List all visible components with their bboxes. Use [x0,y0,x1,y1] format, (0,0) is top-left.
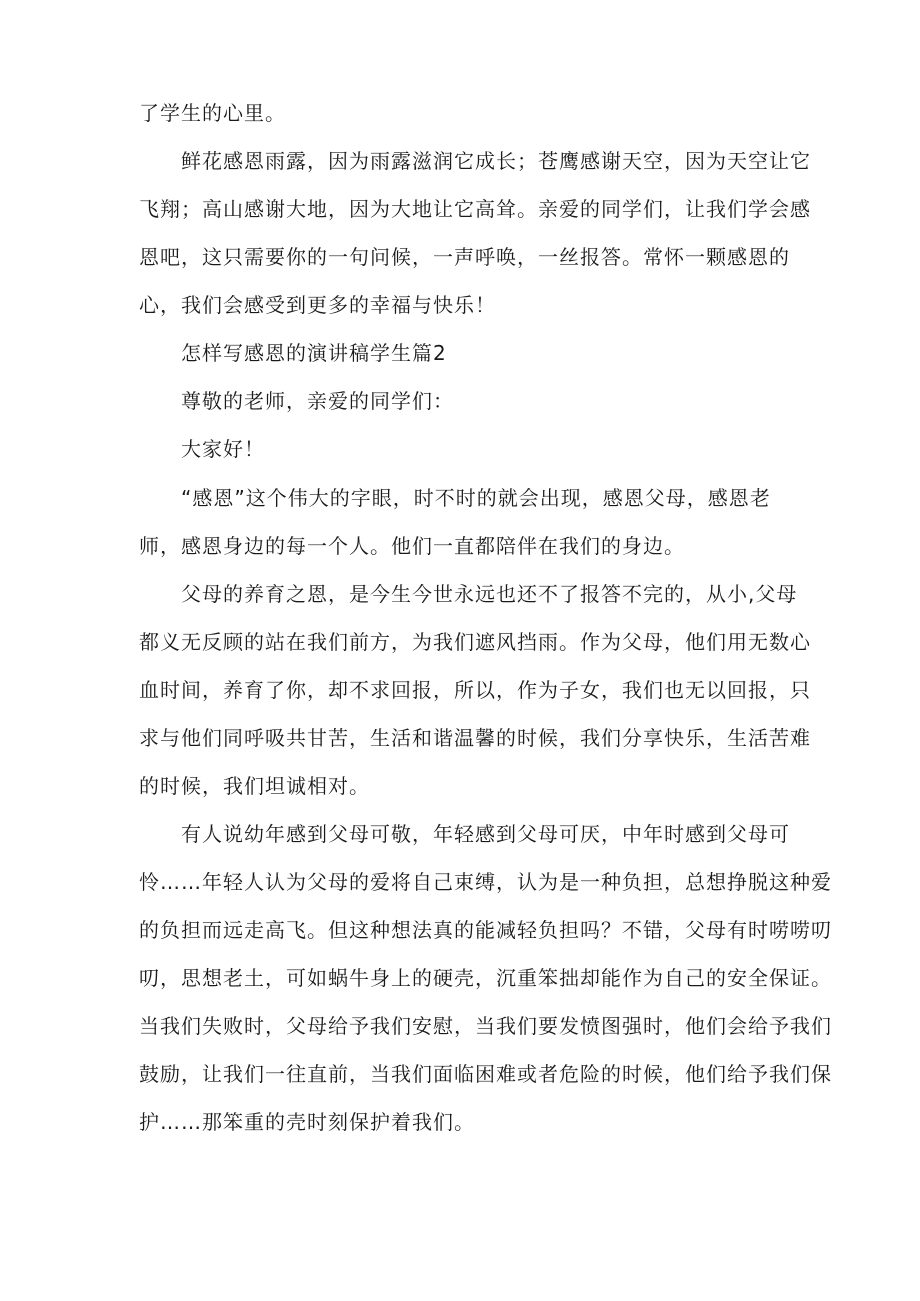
paragraph-line: “感恩”这个伟大的字眼，时不时的就会出现，感恩父母，感恩老 [181,486,771,510]
greeting: 大家好！ [181,437,265,461]
paragraph-line: 了学生的心里。 [139,101,286,125]
paragraph-line: 叨，思想老土，可如蜗牛身上的硬壳，沉重笨拙却能作为自己的安全保证。 [139,966,832,990]
paragraph-line: 鲜花感恩雨露，因为雨露滋润它成长；苍鹰感谢天空，因为天空让它 [181,149,811,173]
paragraph-line: 心，我们会感受到更多的幸福与快乐！ [139,293,496,317]
paragraph-line: 都义无反顾的站在我们前方，为我们遮风挡雨。作为父母，他们用无数心 [139,630,811,654]
salutation: 尊敬的老师，亲爱的同学们： [181,389,454,413]
paragraph-line: 父母的养育之恩，是今生今世永远也还不了报答不完的，从小,父母 [181,582,798,606]
paragraph-line: 的负担而远走高飞。但这种想法真的能减轻负担吗？不错，父母有时唠唠叨 [139,918,832,942]
paragraph-line: 血时间，养育了你，却不求回报，所以，作为子女，我们也无以回报，只 [139,678,811,702]
paragraph-line: 鼓励，让我们一往直前，当我们面临困难或者危险的时候，他们给予我们保 [139,1062,832,1086]
paragraph-line: 当我们失败时，父母给予我们安慰，当我们要发愤图强时，他们会给予我们 [139,1014,832,1038]
paragraph-line: 恩吧，这只需要你的一句问候，一声呼唤，一丝报答。常怀一颗感恩的 [139,245,790,269]
paragraph-line: 护……那笨重的壳时刻保护着我们。 [139,1110,475,1134]
section-heading: 怎样写感恩的演讲稿学生篇2 [181,341,447,365]
paragraph-line: 师，感恩身边的每一个人。他们一直都陪伴在我们的身边。 [139,534,685,558]
paragraph-line: 怜……年轻人认为父母的爱将自己束缚，认为是一种负担，总想挣脱这种爱 [139,870,832,894]
paragraph-line: 的时候，我们坦诚相对。 [139,774,370,798]
paragraph-line: 有人说幼年感到父母可敬，年轻感到父母可厌，中年时感到父母可 [181,822,790,846]
paragraph-line: 飞翔；高山感谢大地，因为大地让它高耸。亲爱的同学们，让我们学会感 [139,197,811,221]
paragraph-line: 求与他们同呼吸共甘苦，生活和谐温馨的时候，我们分享快乐，生活苦难 [139,726,811,750]
